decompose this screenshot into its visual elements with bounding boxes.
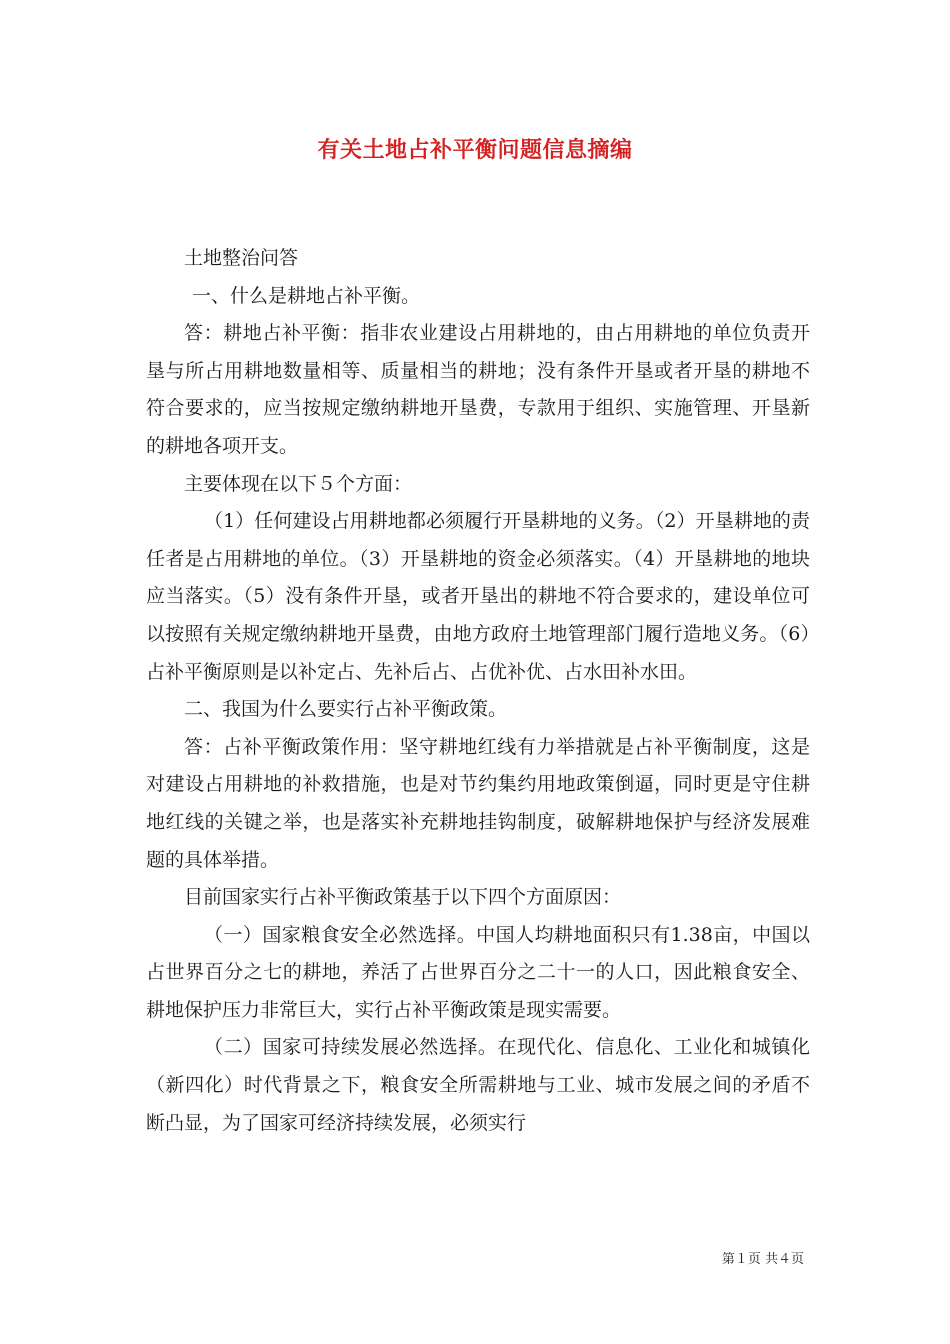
body-paragraph: 主要体现在以下５个方面： bbox=[184, 472, 413, 495]
section-heading: 土地整治问答 bbox=[184, 247, 299, 269]
document-title: 有关土地占补平衡问题信息摘编 bbox=[317, 137, 633, 163]
answer-paragraph: 答：占补平衡政策作用：坚守耕地红线有力举措就是占补平衡制度，这是对建设占用耕地的补救措施，也是对节约集约用地政策倒逼，同时更是守住耕地红线的关键之举，也是落实补充耕地挂钩制度，破解耕地保护与经济发展难题的具体举措。 bbox=[146, 735, 810, 871]
answer-paragraph: 答：耕地占补平衡：指非农业建设占用耕地的，由占用耕地的单位负责开垦与所占用耕地数量相等、质量相当的耕地；没有条件开垦或者开垦的耕地不符合要求的，应当按规定缴纳耕地开垦费，专款用于组织、实施管理、开垦新的耕地各项开支。 bbox=[146, 322, 810, 457]
document-body bbox=[146, 240, 810, 1142]
page-number: 第１页 共４页 bbox=[721, 1252, 804, 1267]
body-paragraph: 目前国家实行占补平衡政策基于以下四个方面原因： bbox=[184, 886, 622, 909]
question-heading: 一、什么是耕地占补平衡。 bbox=[192, 284, 421, 307]
question-heading: 二、我国为什么要实行占补平衡政策。 bbox=[184, 698, 508, 721]
body-paragraph: （一）国家粮食安全必然选择。中国人均耕地面积只有1.38亩，中国以占世界百分之七的耕地，养活了占世界百分之二十一的人口，因此粮食安全、耕地保护压力非常巨大，实行占补平衡政策是现实需要。 bbox=[146, 923, 810, 1021]
body-paragraph: （二）国家可持续发展必然选择。在现代化、信息化、工业化和城镇化（新四化）时代背景之下，粮食安全所需耕地与工业、城市发展之间的矛盾不断凸显，为了国家可经济持续发展，必须实行 bbox=[146, 1036, 810, 1134]
body-paragraph: （1）任何建设占用耕地都必须履行开垦耕地的义务。（2）开垦耕地的责任者是占用耕地的单位。（3）开垦耕地的资金必须落实。（4）开垦耕地的地块应当落实。（5）没有条件开垦，或者开垦出的耕地不符合要求的，建设单位可以按照有关规定缴纳耕地开垦费，由地方政府土地管理部门履行造地义务。（6）占补平衡原则是以补定占、先补后占、占优补优、占水田补水田。 bbox=[146, 510, 810, 683]
